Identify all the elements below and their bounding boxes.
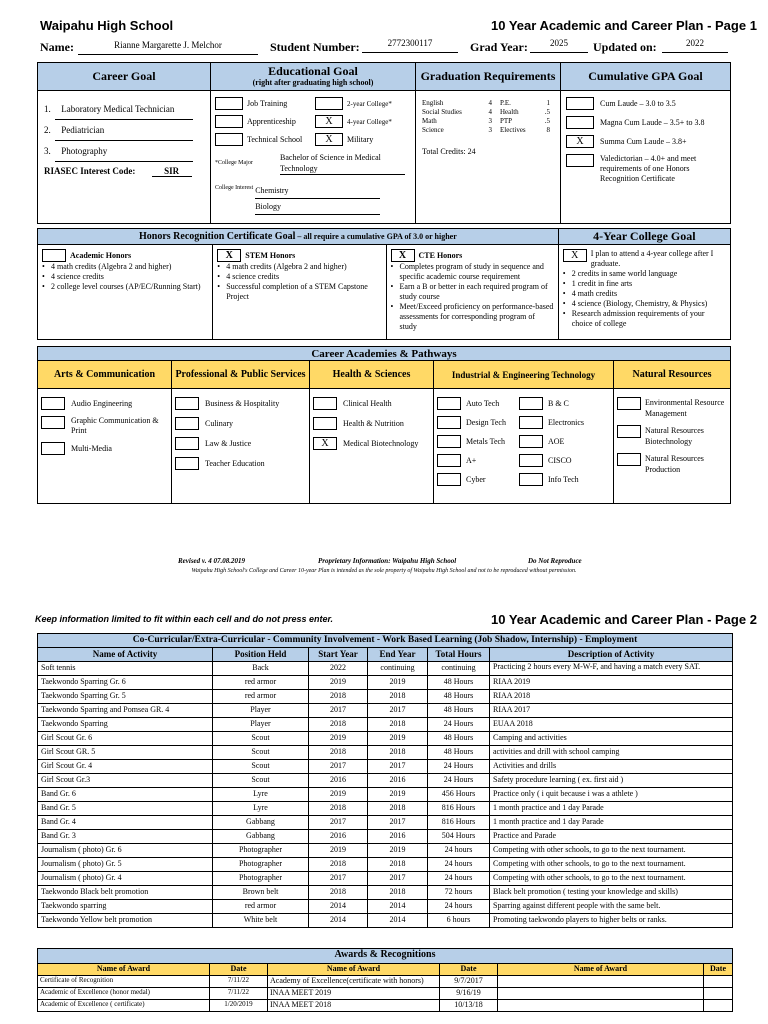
graduation-requirements-header: Graduation Requirements — [416, 63, 561, 91]
gpa-goal-cell: Cum Laude – 3.0 to 3.5 Magna Cum Laude – 3.5+ to 3.8 X Summa Cum Laude – 3.8+ Valedictorian – 4.0+ and meet requirements of one Honors Recognition Certificate — [561, 91, 731, 224]
activity-position[interactable]: Photographer — [213, 844, 309, 858]
awards-column-headers — [38, 964, 733, 976]
academies-header: Career Academies & Pathways — [38, 347, 731, 361]
college-interest-label: College Interest — [215, 185, 254, 191]
activity-name[interactable]: Band Gr. 3 — [38, 830, 213, 844]
activity-position[interactable]: Player — [213, 704, 309, 718]
activity-position[interactable]: Lyre — [213, 788, 309, 802]
award-name[interactable] — [498, 988, 704, 1000]
academy-professional-cell: Business & Hospitality Culinary Law & Justice Teacher Education — [172, 389, 310, 504]
activity-start[interactable]: 2022 — [309, 662, 368, 676]
activity-position[interactable]: red armor — [213, 900, 309, 914]
activity-hours[interactable]: 816 Hours — [428, 816, 490, 830]
grad-year-field[interactable]: 2025 — [530, 38, 588, 53]
activity-hours[interactable]: 456 Hours — [428, 788, 490, 802]
medical-biotechnology-checkbox[interactable]: X — [313, 437, 337, 450]
activity-name[interactable]: Taekwondo Sparring and Pomsea GR. 4 — [38, 704, 213, 718]
academy-industrial-header: Industrial & Engineering Technology — [434, 361, 614, 389]
activity-description[interactable]: Practice only ( i quit because i was a athlete ) — [490, 788, 733, 802]
activity-description[interactable]: Safety procedure learning ( ex. first aid ) — [490, 774, 733, 788]
student-number-label: Student Number: — [270, 40, 360, 54]
activity-row — [38, 788, 733, 802]
activity-end[interactable]: 2017 — [368, 704, 428, 718]
activity-name[interactable]: Journalism ( photo) Gr. 4 — [38, 872, 213, 886]
name-label: Name: — [40, 40, 74, 54]
award-date[interactable] — [704, 976, 733, 988]
career-goal-3: 3. Photography — [44, 141, 204, 162]
activity-hours[interactable]: 48 Hours — [428, 746, 490, 760]
activity-name[interactable]: Band Gr. 6 — [38, 788, 213, 802]
award-name[interactable]: Certificate of Recognition — [38, 976, 210, 988]
activity-row — [38, 900, 733, 914]
activity-position[interactable]: Scout — [213, 774, 309, 788]
award-row — [38, 1000, 733, 1012]
activity-row — [38, 830, 733, 844]
activity-row — [38, 802, 733, 816]
academy-natural-cell: Environmental Resource Management Natural Resources Biotechnology Natural Resources Production — [614, 389, 731, 504]
activity-start[interactable]: 2017 — [309, 704, 368, 718]
activity-hours[interactable]: 24 Hours — [428, 774, 490, 788]
audio-engineering-checkbox[interactable] — [41, 397, 65, 410]
col-position: Position Held — [213, 648, 309, 662]
grad-subjects-left: English 4 Social Studies 4 Math 3 Science 3 — [422, 99, 492, 134]
cyber-checkbox[interactable] — [437, 473, 461, 486]
college-interest-field[interactable]: Chemistry Biology — [255, 183, 411, 215]
updated-field[interactable]: 2022 — [662, 38, 728, 53]
activity-position[interactable]: White belt — [213, 914, 309, 928]
culinary-checkbox[interactable] — [175, 417, 199, 430]
activity-end[interactable]: 2018 — [368, 746, 428, 760]
activity-start[interactable]: 2018 — [309, 690, 368, 704]
activity-position[interactable]: Gabbang — [213, 816, 309, 830]
student-number-field[interactable]: 2772300117 — [362, 38, 458, 53]
activity-description[interactable]: EUAA 2018 — [490, 718, 733, 732]
career-goal-2: 2. Pediatrician — [44, 120, 204, 141]
activity-start[interactable]: 2018 — [309, 886, 368, 900]
activity-end[interactable]: 2016 — [368, 830, 428, 844]
business-hospitality-checkbox[interactable] — [175, 397, 199, 410]
activity-hours[interactable]: 48 Hours — [428, 732, 490, 746]
activity-name[interactable]: Girl Scout Gr.3 — [38, 774, 213, 788]
honors-table — [37, 228, 731, 340]
activity-hours[interactable]: 24 hours — [428, 858, 490, 872]
college-major-label: *College Major — [215, 160, 253, 166]
activity-end[interactable]: 2019 — [368, 788, 428, 802]
activity-start[interactable]: 2014 — [309, 914, 368, 928]
footer-proprietary: Proprietary Information: Waipahu High School — [318, 557, 457, 565]
graphic-communication-checkbox[interactable] — [41, 416, 65, 429]
activity-hours[interactable]: 24 Hours — [428, 760, 490, 774]
b-and-c-checkbox[interactable] — [519, 397, 543, 410]
career-goal-header: Career Goal — [38, 63, 211, 91]
activity-start[interactable]: 2017 — [309, 816, 368, 830]
award-name[interactable] — [498, 976, 704, 988]
job-training-checkbox[interactable] — [215, 97, 243, 110]
activity-description[interactable]: Sparring against different people with the same belt. — [490, 900, 733, 914]
award-name[interactable]: INAA MEET 2019 — [268, 988, 440, 1000]
activity-row — [38, 732, 733, 746]
page2-instruction: Keep information limited to fit within each cell and do not press enter. — [35, 614, 334, 624]
two-year-college-checkbox[interactable] — [315, 97, 343, 110]
award-date[interactable]: 9/16/19 — [440, 988, 498, 1000]
academy-arts-cell: Audio Engineering Graphic Communication & Print Multi-Media — [38, 389, 172, 504]
activity-end[interactable]: 2014 — [368, 914, 428, 928]
school-name: Waipahu High School — [40, 18, 174, 33]
activity-position[interactable]: Brown belt — [213, 886, 309, 900]
activity-row — [38, 872, 733, 886]
activity-start[interactable]: 2018 — [309, 746, 368, 760]
award-date[interactable]: 9/7/2017 — [440, 976, 498, 988]
activity-name[interactable]: Soft tennis — [38, 662, 213, 676]
academic-honors-cell: Academic Honors • 4 math credits (Algebra 2 and higher) • 4 science credits • 2 college level courses (AP/EC/Running Start) — [38, 245, 213, 340]
activity-start[interactable]: 2018 — [309, 718, 368, 732]
award-date[interactable]: 7/11/22 — [210, 988, 268, 1000]
apprenticeship-checkbox[interactable] — [215, 115, 243, 128]
activity-name[interactable]: Taekwondo sparring — [38, 900, 213, 914]
electronics-checkbox[interactable] — [519, 416, 543, 429]
page-title: 10 Year Academic and Career Plan - Page 1 — [491, 18, 757, 33]
academy-health-header: Health & Sciences — [310, 361, 434, 389]
activity-start[interactable]: 2019 — [309, 788, 368, 802]
activity-position[interactable]: Photographer — [213, 872, 309, 886]
activity-description[interactable]: Black belt promotion ( testing your knowledge and skills) — [490, 886, 733, 900]
activity-hours[interactable]: 24 hours — [428, 900, 490, 914]
academic-honors-checkbox[interactable] — [42, 249, 66, 262]
activity-hours[interactable]: continuing — [428, 662, 490, 676]
activity-row — [38, 704, 733, 718]
activity-row — [38, 914, 733, 928]
award-date[interactable]: 10/13/18 — [440, 1000, 498, 1012]
activity-description[interactable]: Competing with other schools, to go to the next tournament. — [490, 872, 733, 886]
activity-end[interactable]: continuing — [368, 662, 428, 676]
grad-year-label: Grad Year: — [470, 40, 528, 54]
activity-position[interactable]: Scout — [213, 746, 309, 760]
activity-position[interactable]: Lyre — [213, 802, 309, 816]
activity-end[interactable]: 2018 — [368, 802, 428, 816]
activity-row — [38, 662, 733, 676]
activity-name[interactable]: Girl Scout Gr. 6 — [38, 732, 213, 746]
activity-name[interactable]: Taekwondo Sparring — [38, 718, 213, 732]
activity-row — [38, 676, 733, 690]
honors-header: Honors Recognition Certificate Goal – all require a cumulative GPA of 3.0 or higher — [38, 229, 559, 245]
multi-media-checkbox[interactable] — [41, 442, 65, 455]
activity-description[interactable]: RIAA 2018 — [490, 690, 733, 704]
activity-hours[interactable]: 48 Hours — [428, 690, 490, 704]
activity-hours[interactable]: 504 Hours — [428, 830, 490, 844]
activity-name[interactable]: Band Gr. 5 — [38, 802, 213, 816]
clinical-health-checkbox[interactable] — [313, 397, 337, 410]
activity-description[interactable]: RIAA 2019 — [490, 676, 733, 690]
activity-end[interactable]: 2018 — [368, 886, 428, 900]
natural-resources-biotech-checkbox[interactable] — [617, 425, 641, 438]
activity-hours[interactable]: 816 Hours — [428, 802, 490, 816]
academic-honors-list: • 4 math credits (Algebra 2 and higher) • 4 science credits • 2 college level courses (AP/EC/Running Start) — [42, 262, 208, 292]
activity-hours[interactable]: 24 hours — [428, 844, 490, 858]
activity-name[interactable]: Band Gr. 4 — [38, 816, 213, 830]
gpa-goal-header: Cumulative GPA Goal — [561, 63, 731, 91]
activity-start[interactable]: 2018 — [309, 858, 368, 872]
activity-position[interactable]: Scout — [213, 732, 309, 746]
award-date-header: Date — [210, 964, 268, 976]
award-date[interactable]: 7/11/22 — [210, 976, 268, 988]
academy-professional-header: Professional & Public Services — [172, 361, 310, 389]
activity-end[interactable]: 2018 — [368, 718, 428, 732]
award-date[interactable]: 1/20/2019 — [210, 1000, 268, 1012]
activity-hours[interactable]: 6 hours — [428, 914, 490, 928]
activity-row — [38, 886, 733, 900]
footer-note: Waipahu High School's College and Career 10-year Plan is intended as the sole property of Waipahu High School and not to be reproduced without permission. — [191, 568, 577, 574]
col-start-year: Start Year — [309, 648, 368, 662]
activity-start[interactable]: 2019 — [309, 732, 368, 746]
awards-table — [37, 948, 733, 1012]
activity-description[interactable]: Camping and activities — [490, 732, 733, 746]
academies-table — [37, 346, 731, 504]
academy-arts-header: Arts & Communication — [38, 361, 172, 389]
activity-start[interactable]: 2019 — [309, 844, 368, 858]
name-field[interactable]: Rianne Margarette J. Melchor — [78, 40, 258, 55]
award-name-header: Name of Award — [38, 964, 210, 976]
col-description: Description of Activity — [490, 648, 733, 662]
academy-natural-header: Natural Resources — [614, 361, 731, 389]
award-name[interactable]: Academic of Excellence (honor medal) — [38, 988, 210, 1000]
activity-hours[interactable]: 24 Hours — [428, 718, 490, 732]
info-tech-checkbox[interactable] — [519, 473, 543, 486]
activity-end[interactable]: 2019 — [368, 732, 428, 746]
cte-honors-cell: X CTE Honors • Completes program of study in sequence and specific academic course requirement • Earn a B or better in each required program of study course • Meet/Exceed proficiency on performance-based assessments for corresponding program of study — [386, 245, 558, 340]
activity-start[interactable]: 2019 — [309, 676, 368, 690]
riasec-label: RIASEC Interest Code: — [44, 166, 136, 176]
stem-honors-cell: X STEM Honors • 4 math credits (Algebra 2 and higher) • 4 science credits • Successful completion of a STEM Capstone Project — [213, 245, 386, 340]
goals-table — [37, 62, 731, 224]
grad-subjects-right: P.E. 1 Health .5 PTP .5 Electives 8 — [500, 99, 550, 134]
activity-name[interactable]: Taekwondo Sparring Gr. 5 — [38, 690, 213, 704]
activity-start[interactable]: 2017 — [309, 872, 368, 886]
col-total-hours: Total Hours — [428, 648, 490, 662]
activity-name[interactable]: Journalism ( photo) Gr. 5 — [38, 858, 213, 872]
activity-hours[interactable]: 48 Hours — [428, 676, 490, 690]
auto-tech-checkbox[interactable] — [437, 397, 461, 410]
activity-end[interactable]: 2016 — [368, 774, 428, 788]
award-name-header: Name of Award — [268, 964, 440, 976]
col-end-year: End Year — [368, 648, 428, 662]
college-goal-list: • 2 credits in same world language • 1 credit in fine arts • 4 math credits • 4 science (Biology, Chemistry, & Physics) • Research admission requirements of your choice of college — [563, 269, 726, 329]
page2-title: 10 Year Academic and Career Plan - Page 2 — [491, 612, 757, 627]
activity-name[interactable]: Girl Scout GR. 5 — [38, 746, 213, 760]
activity-end[interactable]: 2018 — [368, 858, 428, 872]
activity-position[interactable]: Player — [213, 718, 309, 732]
activities-header: Co-Curricular/Extra-Curricular - Community Involvement - Work Based Learning (Job Shadow, Internship) - Employment — [38, 634, 733, 648]
award-row — [38, 976, 733, 988]
activity-description[interactable]: Competing with other schools, to go to the next tournament. — [490, 858, 733, 872]
college-goal-header: 4-Year College Goal — [558, 229, 730, 245]
activity-name[interactable]: Taekwondo Sparring Gr. 6 — [38, 676, 213, 690]
riasec-field[interactable]: SIR — [152, 166, 192, 177]
activity-start[interactable]: 2016 — [309, 830, 368, 844]
activity-position[interactable]: Gabbang — [213, 830, 309, 844]
career-goal-1: 1. Laboratory Medical Technician — [44, 99, 204, 120]
cum-laude-checkbox[interactable] — [566, 97, 594, 110]
a-plus-checkbox[interactable] — [437, 454, 461, 467]
activity-end[interactable]: 2019 — [368, 676, 428, 690]
activity-end[interactable]: 2018 — [368, 690, 428, 704]
activity-start[interactable]: 2016 — [309, 774, 368, 788]
technical-school-checkbox[interactable] — [215, 133, 243, 146]
activity-hours[interactable]: 24 hours — [428, 872, 490, 886]
activity-row — [38, 690, 733, 704]
metals-tech-checkbox[interactable] — [437, 435, 461, 448]
activity-description[interactable]: RIAA 2017 — [490, 704, 733, 718]
activity-position[interactable]: red armor — [213, 676, 309, 690]
footer-revised: Revised v. 4 07.08.2019 — [178, 557, 246, 565]
college-goal-cell: X I plan to attend a 4-year college after I graduate. • 2 credits in same world language • 1 credit in fine arts • 4 math credits • 4 science (Biology, Chemistry, & Physics) • Research admission requirements of your choice of college — [558, 245, 730, 340]
college-major-field[interactable]: Bachelor of Science in Medical Technology — [280, 152, 405, 175]
activity-end[interactable]: 2019 — [368, 844, 428, 858]
activity-position[interactable]: Back — [213, 662, 309, 676]
academy-health-cell: Clinical Health Health & Nutrition X Medical Biotechnology — [310, 389, 434, 504]
activity-row — [38, 760, 733, 774]
career-goal-cell — [38, 91, 211, 224]
activities-table — [37, 633, 733, 928]
awards-header: Awards & Recognitions — [38, 949, 733, 964]
activity-description[interactable]: Competing with other schools, to go to the next tournament. — [490, 844, 733, 858]
stem-honors-checkbox[interactable]: X — [217, 249, 241, 262]
footer-do-not-reproduce: Do Not Reproduce — [528, 557, 582, 565]
total-credits: Total Credits: 24 — [422, 147, 476, 156]
magna-cum-laude-checkbox[interactable] — [566, 116, 594, 129]
activity-row — [38, 718, 733, 732]
activity-name[interactable]: Taekwondo Black belt promotion — [38, 886, 213, 900]
educational-goal-cell: Job Training 2-year College* Apprenticeship X 4-year College* Technical School X Military *College Major Bachelor of Science in Medical Technology College Interest Chemistry Biology — [211, 91, 416, 224]
activity-row — [38, 844, 733, 858]
summa-cum-laude-checkbox[interactable]: X — [566, 135, 594, 148]
design-tech-checkbox[interactable] — [437, 416, 461, 429]
activity-description[interactable]: activities and drill with school camping — [490, 746, 733, 760]
activity-row — [38, 858, 733, 872]
activity-position[interactable]: Photographer — [213, 858, 309, 872]
academy-industrial-cell: Auto Tech B & C Design Tech Electronics Metals Tech AOE A+ CISCO Cyber Info Tech — [434, 389, 614, 504]
award-name[interactable]: Academic of Excellence ( certificate) — [38, 1000, 210, 1012]
environmental-resource-checkbox[interactable] — [617, 397, 641, 410]
activity-start[interactable]: 2018 — [309, 802, 368, 816]
cte-honors-list: • Completes program of study in sequence and specific academic course requirement • Earn a B or better in each required program of study course • Meet/Exceed proficiency on performance-based assessments for corresponding program of study — [391, 262, 554, 332]
activity-name[interactable]: Taekwondo Yellow belt promotion — [38, 914, 213, 928]
health-nutrition-checkbox[interactable] — [313, 417, 337, 430]
activity-end[interactable]: 2017 — [368, 760, 428, 774]
updated-label: Updated on: — [593, 40, 657, 54]
activity-hours[interactable]: 72 hours — [428, 886, 490, 900]
activity-description[interactable]: 1 month practice and 1 day Parade — [490, 802, 733, 816]
award-name[interactable]: Academy of Excellence(certificate with honors) — [268, 976, 440, 988]
educational-goal-header: Educational Goal (right after graduating high school) — [211, 63, 416, 91]
aoe-checkbox[interactable] — [519, 435, 543, 448]
graduation-requirements-cell — [416, 91, 561, 224]
stem-honors-list: • 4 math credits (Algebra 2 and higher) • 4 science credits • Successful completion of a STEM Capstone Project — [217, 262, 381, 302]
natural-resources-production-checkbox[interactable] — [617, 453, 641, 466]
award-date[interactable] — [704, 988, 733, 1000]
activity-row — [38, 746, 733, 760]
award-name[interactable] — [498, 1000, 704, 1012]
activity-start[interactable]: 2014 — [309, 900, 368, 914]
teacher-education-checkbox[interactable] — [175, 457, 199, 470]
activity-name[interactable]: Girl Scout Gr. 4 — [38, 760, 213, 774]
activity-description[interactable]: Activities and drills — [490, 760, 733, 774]
activity-description[interactable]: Promoting taekwondo players to higher belts or ranks. — [490, 914, 733, 928]
activity-position[interactable]: Scout — [213, 760, 309, 774]
activity-end[interactable]: 2014 — [368, 900, 428, 914]
award-date-header: Date — [440, 964, 498, 976]
activity-end[interactable]: 2017 — [368, 872, 428, 886]
activity-name[interactable]: Journalism ( photo) Gr. 6 — [38, 844, 213, 858]
award-date[interactable] — [704, 1000, 733, 1012]
award-name[interactable]: INAA MEET 2018 — [268, 1000, 440, 1012]
activity-description[interactable]: Practice and Parade — [490, 830, 733, 844]
activity-row — [38, 774, 733, 788]
col-activity: Name of Activity — [38, 648, 213, 662]
award-row — [38, 988, 733, 1000]
activity-row — [38, 816, 733, 830]
activity-end[interactable]: 2017 — [368, 816, 428, 830]
cte-honors-checkbox[interactable]: X — [391, 249, 415, 262]
military-checkbox[interactable]: X — [315, 133, 343, 146]
award-name-header: Name of Award — [498, 964, 704, 976]
college-goal-checkbox[interactable]: X — [563, 249, 587, 262]
activity-start[interactable]: 2017 — [309, 760, 368, 774]
activity-description[interactable]: 1 month practice and 1 day Parade — [490, 816, 733, 830]
activity-position[interactable]: red armor — [213, 690, 309, 704]
law-justice-checkbox[interactable] — [175, 437, 199, 450]
valedictorian-checkbox[interactable] — [566, 154, 594, 167]
award-date-header: Date — [704, 964, 733, 976]
four-year-college-checkbox[interactable]: X — [315, 115, 343, 128]
activity-description[interactable]: Practicing 2 hours every M-W-F, and having a match every SAT. — [490, 662, 733, 676]
cisco-checkbox[interactable] — [519, 454, 543, 467]
activity-hours[interactable]: 48 Hours — [428, 704, 490, 718]
